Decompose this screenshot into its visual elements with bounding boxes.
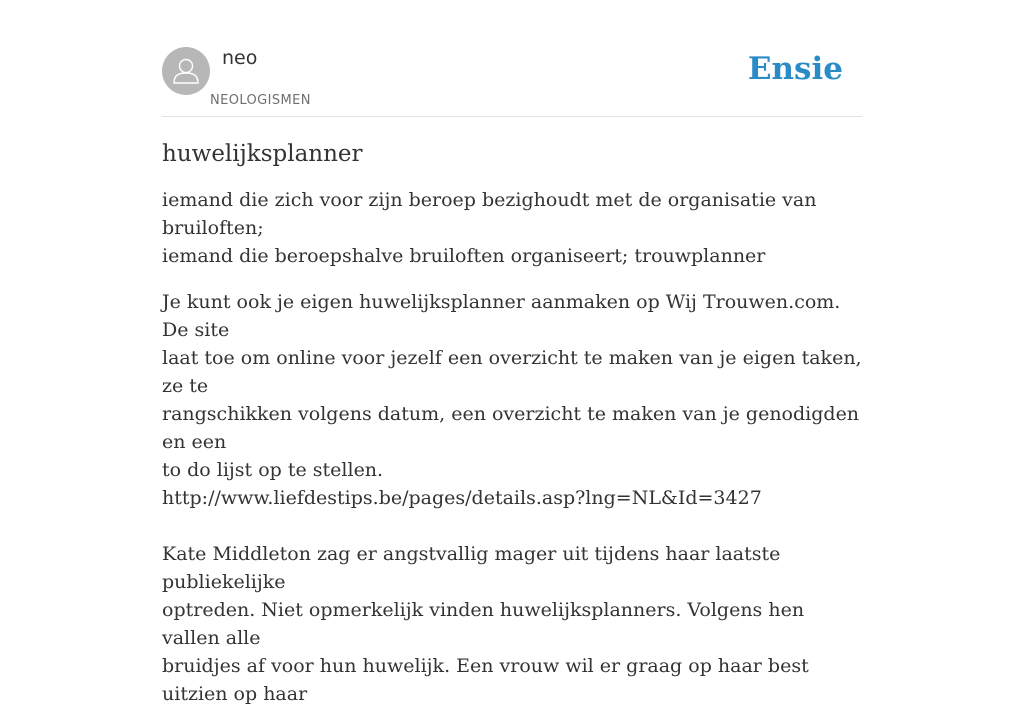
example-line: optreden. Niet opmerkelijk vinden huwelijksplanners. Volgens hen vallen alle: [162, 599, 805, 649]
example-line: laat toe om online voor jezelf een overzicht te maken van je eigen taken, ze te: [162, 347, 862, 397]
example-source-url: http://www.liefdestips.be/pages/details.asp?lng=NL&Id=3427: [162, 487, 762, 509]
example-line: Kate Middleton zag er angstvallig mager uit tijdens haar laatste publiekelijke: [162, 543, 781, 593]
entry-example: [162, 540, 867, 708]
page: [162, 0, 862, 705]
author-name-link[interactable]: neo: [222, 47, 258, 69]
definition-line: iemand die zich voor zijn beroep bezighoudt met de organisatie van bruiloften;: [162, 189, 817, 239]
example-line: bruidjes af voor hun huwelijk. Een vrouw wil er graag op haar best uitzien op haar: [162, 655, 809, 705]
example-line: rangschikken volgens datum, een overzicht te maken van je genodigden en een: [162, 403, 860, 453]
definition-line: iemand die beroepshalve bruiloften organiseert; trouwplanner: [162, 245, 766, 267]
entry-definition: [162, 186, 867, 270]
ensie-logo[interactable]: Ensie: [747, 51, 843, 87]
example-line: to do lijst op te stellen.: [162, 459, 384, 481]
paragraph-spacer: [162, 512, 867, 540]
entry-example: [162, 288, 867, 512]
author-subtitle: NEOLOGISMEN: [210, 93, 311, 108]
user-silhouette-icon: [162, 47, 210, 95]
header: [162, 0, 862, 117]
avatar[interactable]: [162, 47, 210, 95]
entry-term: huwelijksplanner: [162, 141, 363, 167]
example-line: Je kunt ook je eigen huwelijksplanner aanmaken op Wij Trouwen.com. De site: [162, 291, 841, 341]
entry-content: [162, 138, 867, 708]
